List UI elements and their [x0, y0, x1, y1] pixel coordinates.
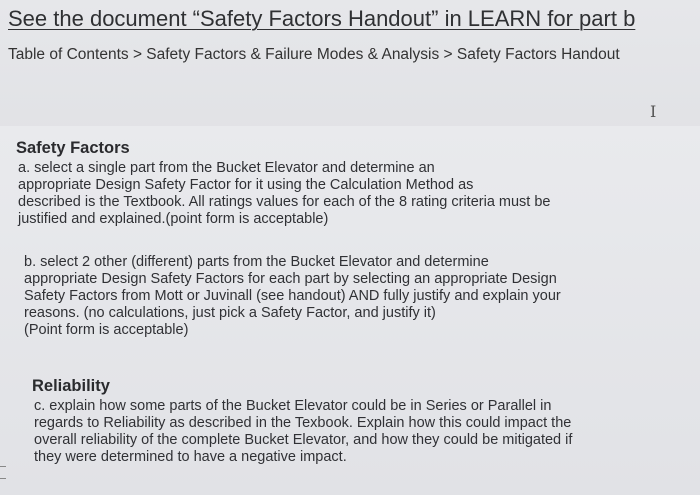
breadcrumb[interactable]: Table of Contents > Safety Factors & Failure Modes & Analysis > Safety Factors Handout — [8, 46, 620, 63]
assignment-content — [0, 126, 700, 495]
part-a-instructions: a. select a single part from the Bucket Elevator and determine an appropriate Design Safety Factor for it using the Calculation Method as described is the Textbook. All ratings values for each of the 8 rating criteria must be justified and explained.(point form is acceptable) — [18, 160, 551, 227]
document-link-heading[interactable]: See the document “Safety Factors Handout” in LEARN for part b — [8, 6, 636, 31]
edge-mark — [0, 466, 6, 467]
part-c-instructions: c. explain how some parts of the Bucket Elevator could be in Series or Parallel in regards to Reliability as described in the Texbook. Explain how this could impact the overall reliability of the complete Bucket Elevator, and how they could be mitigated if they were determined to have a negative impact. — [34, 398, 573, 465]
edge-mark — [0, 478, 6, 479]
safety-factors-title: Safety Factors — [16, 139, 130, 157]
reliability-title: Reliability — [32, 377, 110, 395]
text-cursor-icon: I — [650, 102, 657, 121]
part-b-instructions: b. select 2 other (different) parts from the Bucket Elevator and determine appropriate Design Safety Factors for each part by selecting an appropriate Design Safety Factors from Mott or Juvinall (see handout) AND fully justify and explain your reasons. (no calculations, just pick a Safety Factor, and justify it) (Point form is acceptable) — [24, 254, 561, 338]
